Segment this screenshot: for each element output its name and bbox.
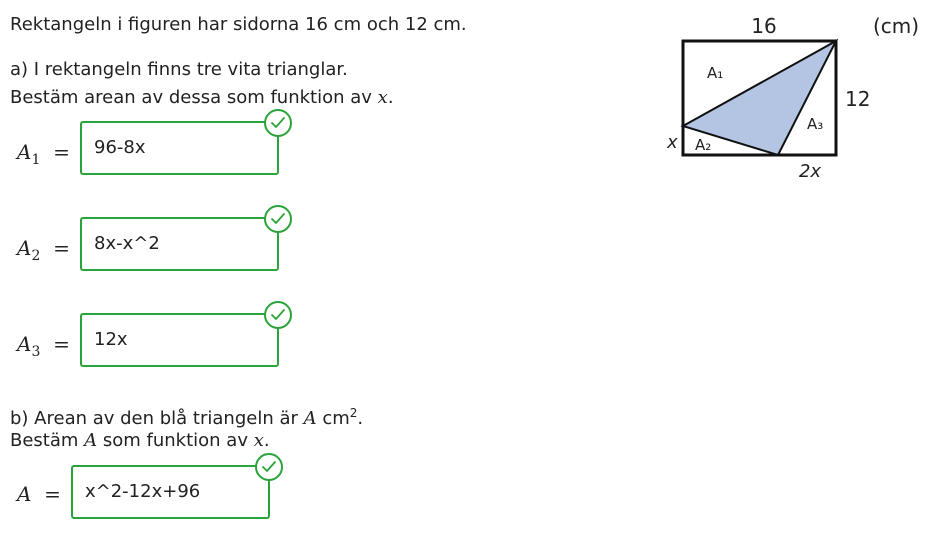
label-x: x [667, 132, 678, 153]
answer-input-a2[interactable] [80, 217, 279, 271]
answer-value-a2: 8x-x^2 [94, 233, 160, 254]
part-b-line1: b) Arean av den blå triangeln är A $cm^2$. [10, 406, 364, 429]
label-unit: (cm) [872, 14, 920, 38]
correct-check-icon [255, 453, 283, 481]
answer-value-a3: 12x [94, 329, 128, 350]
variable-a: A [84, 430, 98, 451]
label-2x: 2x [798, 161, 822, 182]
answer-label-a2: $A_2$ = [17, 236, 70, 264]
answer-input-a3[interactable] [80, 313, 279, 367]
rectangle-figure [0, 0, 932, 200]
variable-x: x [377, 87, 388, 108]
answer-value-a: x^2-12x+96 [85, 481, 201, 502]
answer-label-a1: $A_1$ = [17, 140, 70, 168]
label-a2: A₂ [695, 136, 712, 154]
part-a-line1: a) I rektangeln finns tre vita trianglar. [10, 59, 348, 80]
answer-label-a: A = [17, 482, 61, 506]
answer-label-a3: $A_3$ = [17, 332, 70, 360]
answer-input-a[interactable] [71, 465, 270, 519]
variable-a: A [303, 408, 317, 429]
correct-check-icon [264, 301, 292, 329]
variable-x: x [253, 430, 264, 451]
answer-value-a1: 96-8x [94, 137, 146, 158]
label-12: 12 [845, 87, 871, 111]
label-a1: A₁ [707, 64, 724, 82]
intro-text: Rektangeln i figuren har sidorna 16 cm och 12 cm. [10, 14, 467, 35]
part-b-line2: Bestäm A som funktion av x. [10, 430, 270, 451]
label-a3: A₃ [807, 115, 824, 133]
part-a-line2: Bestäm arean av dessa som funktion av x. [10, 87, 394, 108]
correct-check-icon [264, 205, 292, 233]
label-16: 16 [751, 14, 777, 38]
